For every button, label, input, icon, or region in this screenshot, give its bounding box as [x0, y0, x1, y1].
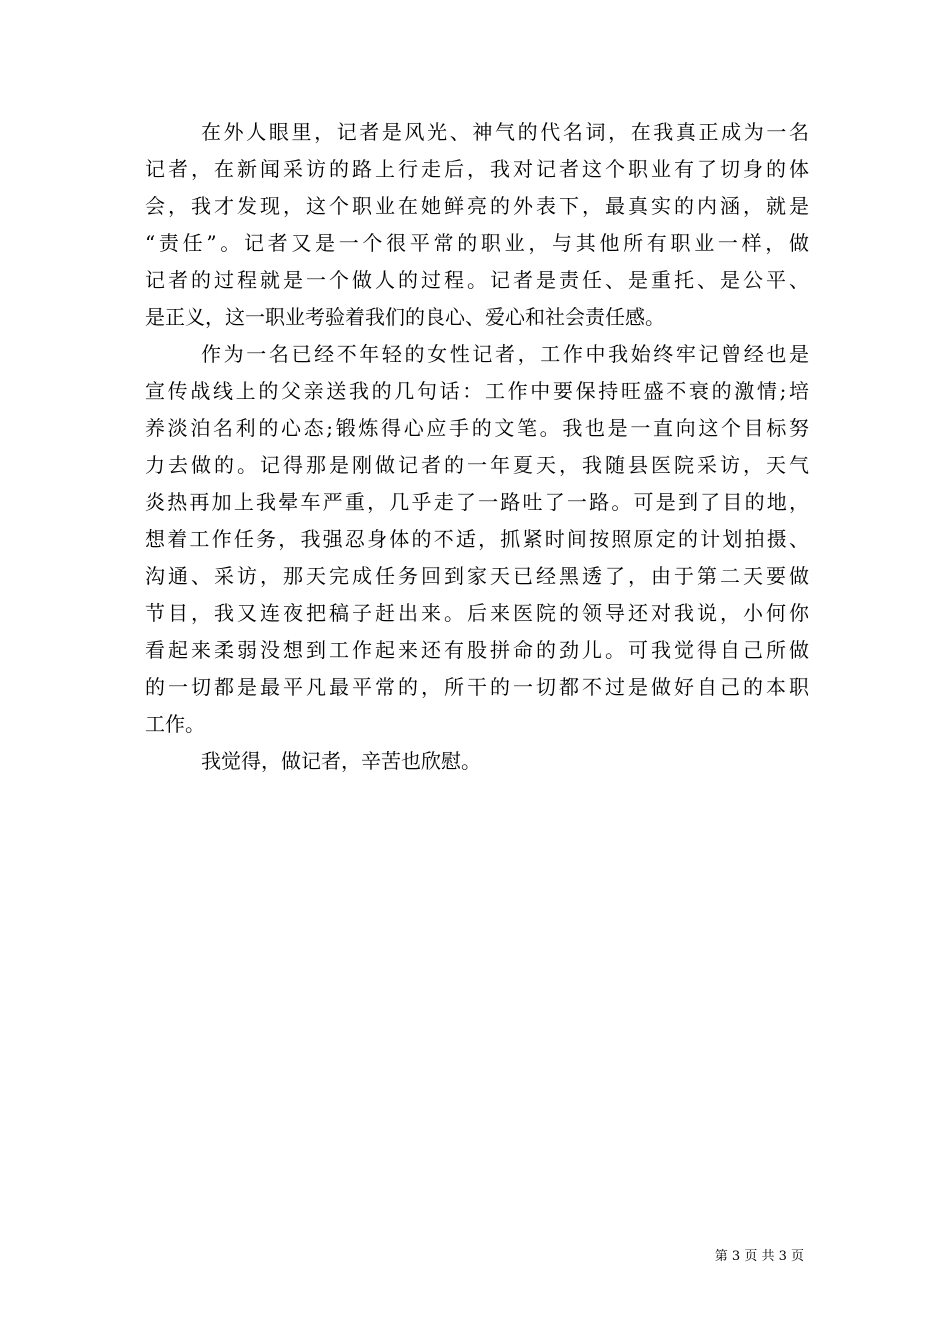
paragraph-line: 沟通、采访，那天完成任务回到家天已经黑透了，由于第二天要做 — [145, 564, 809, 588]
paragraph-line: 记者，在新闻采访的路上行走后，我对记者这个职业有了切身的体 — [145, 157, 809, 181]
paragraph-2 — [145, 336, 809, 743]
paragraph-line: 会，我才发现，这个职业在她鲜亮的外表下，最真实的内涵，就是 — [145, 194, 809, 218]
paragraph-1 — [145, 114, 809, 336]
paragraph-3 — [145, 743, 809, 780]
body-text — [145, 114, 809, 780]
paragraph-line: 是正义，这一职业考验着我们的良心、爱心和社会责任感。 — [145, 305, 665, 329]
paragraph-line: 节目，我又连夜把稿子赶出来。后来医院的领导还对我说，小何你 — [145, 601, 809, 625]
paragraph-line: 我觉得，做记者，辛苦也欣慰。 — [201, 749, 481, 773]
paragraph-line: 炎热再加上我晕车严重，几乎走了一路吐了一路。可是到了目的地， — [145, 490, 809, 514]
paragraph-line: 在外人眼里，记者是风光、神气的代名词，在我真正成为一名 — [201, 120, 809, 144]
paragraph-line: 看起来柔弱没想到工作起来还有股拼命的劲儿。可我觉得自己所做 — [145, 638, 809, 662]
paragraph-line: 想着工作任务，我强忍身体的不适，抓紧时间按照原定的计划拍摄、 — [145, 527, 809, 551]
paragraph-line: 工作。 — [145, 712, 205, 736]
paragraph-line: 力去做的。记得那是刚做记者的一年夏天，我随县医院采访，天气 — [145, 453, 809, 477]
paragraph-line: 的一切都是最平凡最平常的，所干的一切都不过是做好自己的本职 — [145, 675, 809, 699]
paragraph-line: 记者的过程就是一个做人的过程。记者是责任、是重托、是公平、 — [145, 268, 809, 292]
paragraph-line: 作为一名已经不年轻的女性记者，工作中我始终牢记曾经也是 — [201, 342, 809, 366]
paragraph-line: 宣传战线上的父亲送我的几句话：工作中要保持旺盛不衰的激情;培 — [145, 379, 809, 403]
paragraph-line: “责任”。记者又是一个很平常的职业，与其他所有职业一样，做 — [145, 231, 809, 255]
paragraph-line: 养淡泊名利的心态;锻炼得心应手的文笔。我也是一直向这个目标努 — [145, 416, 809, 440]
page-number: 第 3 页 共 3 页 — [714, 1249, 804, 1264]
